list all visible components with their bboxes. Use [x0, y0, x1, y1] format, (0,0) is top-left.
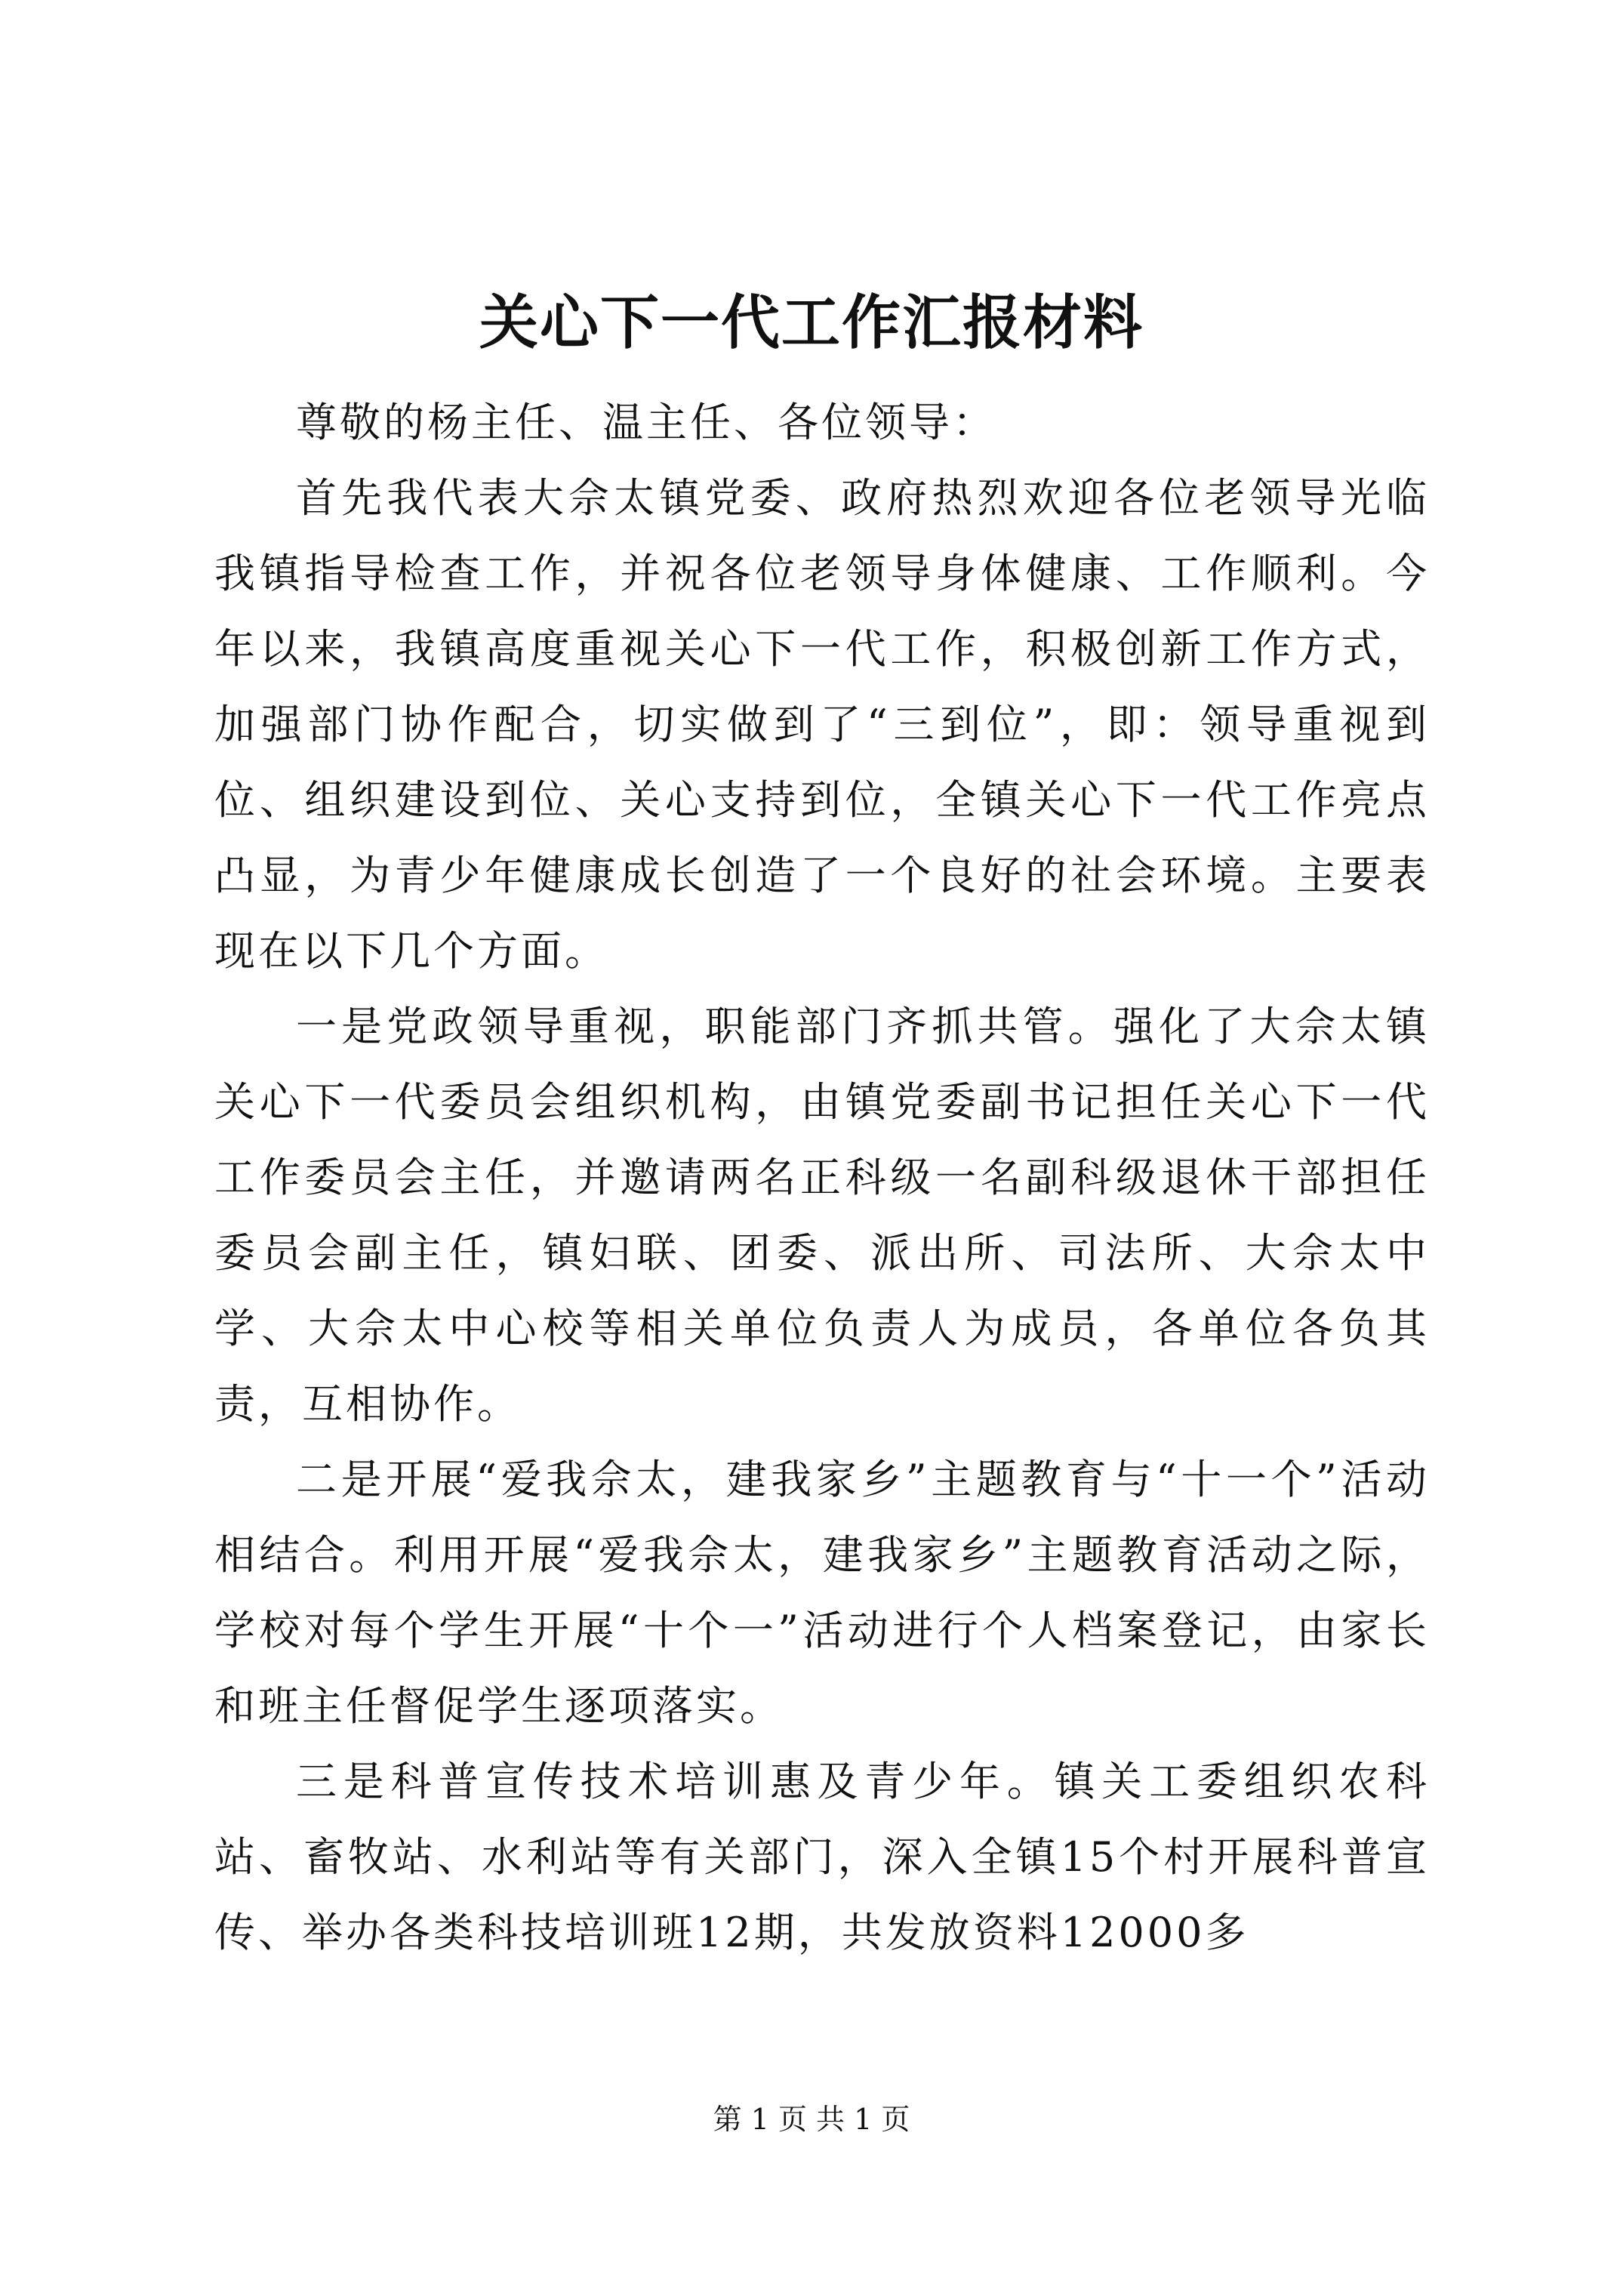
document-body [214, 385, 1430, 1971]
document-title: 关心下一代工作汇报材料 [479, 288, 1144, 357]
section-three-paragraph: 三是科普宣传技术培训惠及青少年。镇关工委组织农科站、畜牧站、水利站等有关部门，深入全镇15个村开展科普宣传、举办各类科技培训班12期，共发放资料12000多 [214, 1758, 1430, 1956]
intro-paragraph: 首先我代表大佘太镇党委、政府热烈欢迎各位老领导光临我镇指导检查工作，并祝各位老领导身体健康、工作顺利。今年以来，我镇高度重视关心下一代工作，积极创新工作方式，加强部门协作配合，切实做到了“三到位”，即：领导重视到位、组织建设到位、关心支持到位，全镇关心下一代工作亮点凸显，为青少年健康成长创造了一个良好的社会环境。主要表现在以下几个方面。 [214, 474, 1430, 975]
section-one-paragraph: 一是党政领导重视，职能部门齐抓共管。强化了大佘太镇关心下一代委员会组织机构，由镇党委副书记担任关心下一代工作委员会主任，并邀请两名正科级一名副科级退休干部担任委员会副主任，镇妇联、团委、派出所、司法所、大佘太中学、大佘太中心校等相关单位负责人为成员，各单位各负其责，互相协作。 [214, 1003, 1430, 1428]
page-number-footer: 第 1 页 共 1 页 [713, 2103, 910, 2136]
section-two-paragraph: 二是开展“爱我佘太，建我家乡”主题教育与“十一个”活动相结合。利用开展“爱我佘太，建我家乡”主题教育活动之际，学校对每个学生开展“十个一”活动进行个人档案登记，由家长和班主任督促学生逐项落实。 [214, 1456, 1430, 1730]
salutation-paragraph: 尊敬的杨主任、温主任、各位领导： [296, 399, 996, 446]
